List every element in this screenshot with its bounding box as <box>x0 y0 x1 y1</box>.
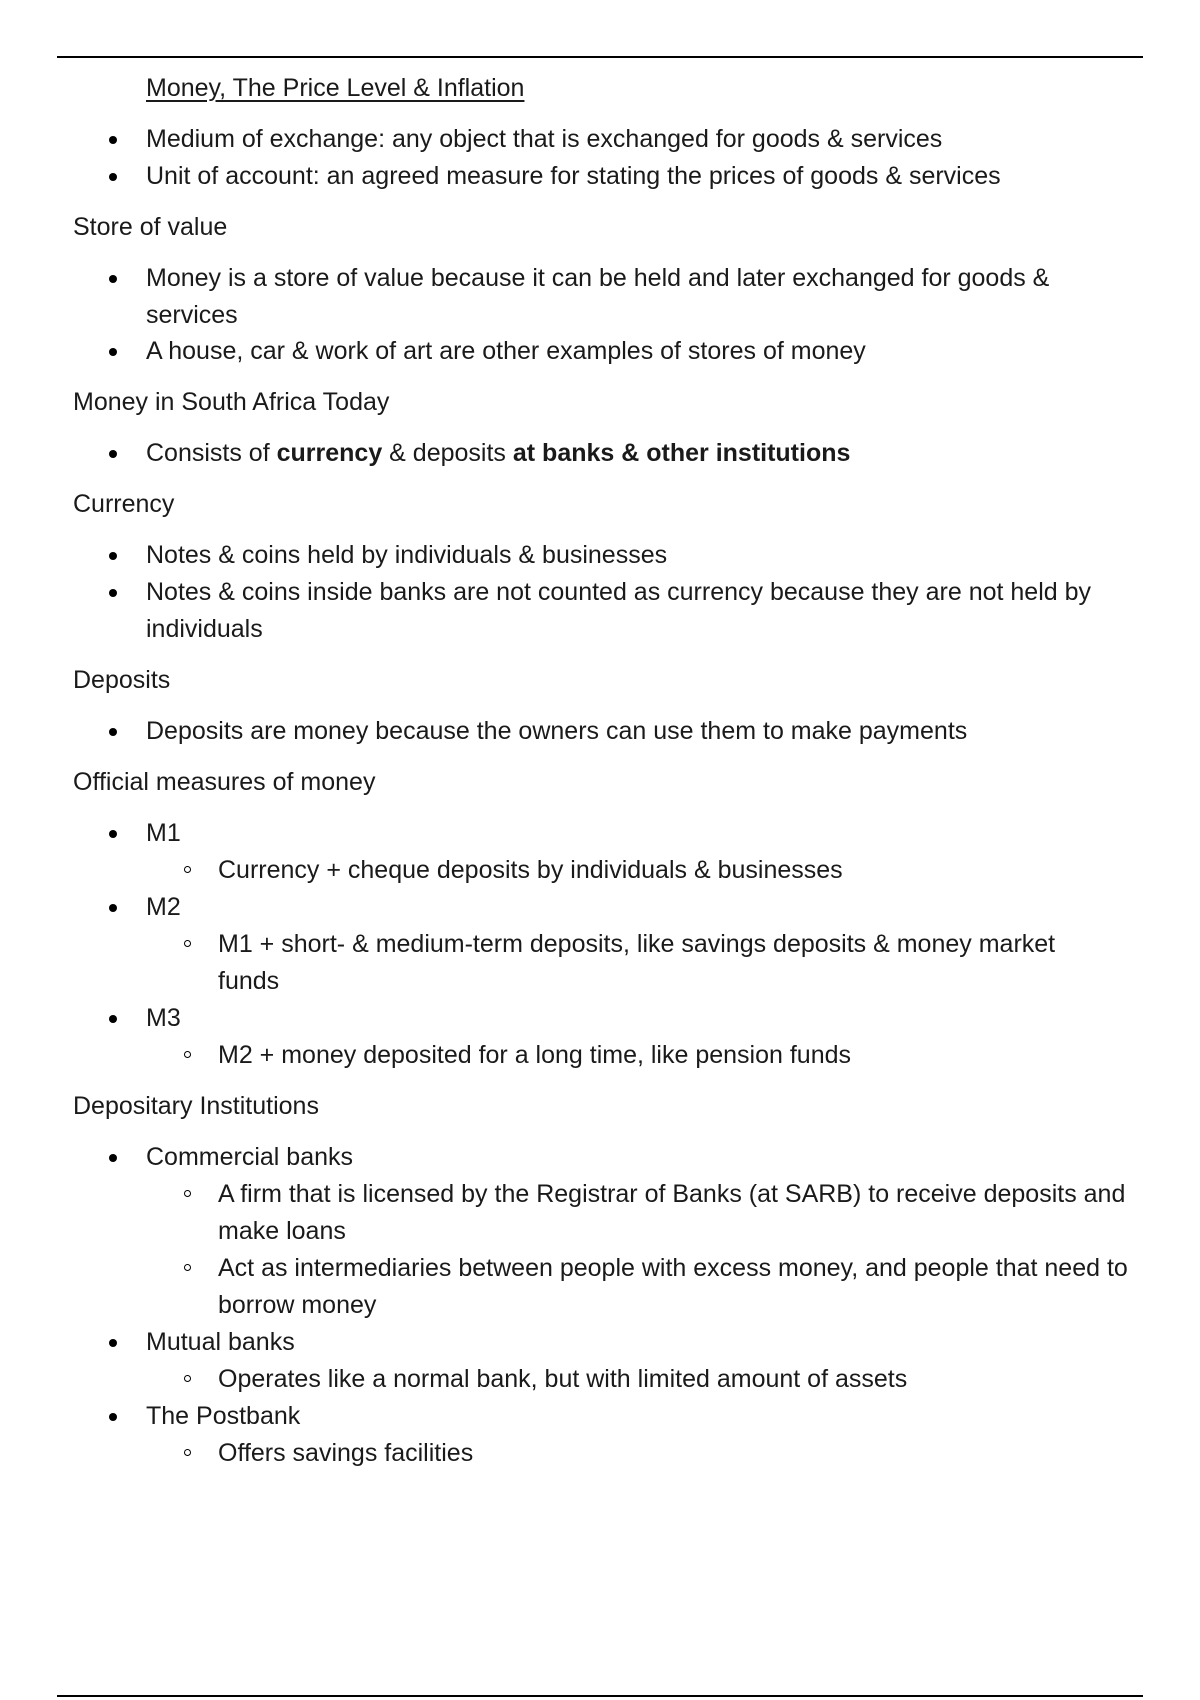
bullet-icon <box>109 728 117 736</box>
currency-list <box>73 537 1153 648</box>
official-measures-list <box>73 815 1153 1074</box>
depositary-list <box>73 1139 1153 1472</box>
bullet-icon <box>109 1015 117 1023</box>
sub-list <box>146 926 1153 1000</box>
list-item: M2 M1 + short- & medium-term deposits, like savings deposits & money market funds <box>73 889 1153 1000</box>
list-item: Deposits are money because the owners can use them to make payments <box>73 713 1153 750</box>
list-item: Consists of currency & deposits at banks & other institutions <box>73 435 1153 472</box>
deposits-list <box>73 713 1153 750</box>
top-border-line <box>57 56 1143 58</box>
document-body <box>73 70 1153 1472</box>
sub-list-item: Currency + cheque deposits by individuals & businesses <box>146 852 1153 889</box>
sub-list <box>146 1176 1153 1324</box>
section-heading-money-sa: Money in South Africa Today <box>73 388 390 416</box>
bullet-icon <box>109 173 117 181</box>
list-item: A house, car & work of art are other examples of stores of money <box>73 333 1153 370</box>
circle-bullet-icon <box>184 940 191 947</box>
list-item: Notes & coins held by individuals & businesses <box>73 537 1153 574</box>
list-item: The Postbank Offers savings facilities <box>73 1398 1153 1472</box>
bullet-icon <box>109 552 117 560</box>
bullet-icon <box>109 589 117 597</box>
sub-list-item: M2 + money deposited for a long time, like pension funds <box>146 1037 1153 1074</box>
sub-list <box>146 1435 1153 1472</box>
sub-list-item: Offers savings facilities <box>146 1435 1153 1472</box>
document-title: Money, The Price Level & Inflation <box>146 74 525 102</box>
section-heading-currency: Currency <box>73 490 175 518</box>
store-of-value-list <box>73 260 1153 370</box>
list-item: Commercial banks A firm that is licensed by the Registrar of Banks (at SARB) to receive deposits and make loans Act as intermediaries between people with excess money, and people that need to borrow money <box>73 1139 1153 1324</box>
bullet-icon <box>109 904 117 912</box>
circle-bullet-icon <box>184 1190 191 1197</box>
sub-list <box>146 1037 1153 1074</box>
money-sa-list <box>73 435 1153 472</box>
sub-list-item: Act as intermediaries between people with excess money, and people that need to borrow money <box>146 1250 1148 1324</box>
list-item: Medium of exchange: any object that is exchanged for goods & services <box>73 121 1153 158</box>
list-item: Unit of account: an agreed measure for stating the prices of goods & services <box>73 158 1153 195</box>
bullet-icon <box>109 275 117 283</box>
bottom-border-line <box>57 1695 1143 1697</box>
bullet-icon <box>109 136 117 144</box>
sub-list-item: M1 + short- & medium-term deposits, like savings deposits & money market funds <box>146 926 1098 1000</box>
circle-bullet-icon <box>184 1375 191 1382</box>
sub-list-item: Operates like a normal bank, but with limited amount of assets <box>146 1361 1153 1398</box>
bullet-icon <box>109 1339 117 1347</box>
bullet-icon <box>109 450 117 458</box>
sub-list <box>146 1361 1153 1398</box>
bullet-icon <box>109 348 117 356</box>
circle-bullet-icon <box>184 1449 191 1456</box>
list-item: Money is a store of value because it can be held and later exchanged for goods & services <box>73 260 1076 334</box>
section-heading-official-measures: Official measures of money <box>73 768 376 796</box>
bullet-icon <box>109 1413 117 1421</box>
intro-list <box>73 121 1153 195</box>
section-heading-depositary: Depositary Institutions <box>73 1092 319 1120</box>
list-item: M3 M2 + money deposited for a long time, like pension funds <box>73 1000 1153 1074</box>
list-item: M1 Currency + cheque deposits by individuals & businesses <box>73 815 1153 889</box>
bullet-icon <box>109 1154 117 1162</box>
sub-list-item: A firm that is licensed by the Registrar of Banks (at SARB) to receive deposits and make loans <box>146 1176 1148 1250</box>
bullet-icon <box>109 830 117 838</box>
circle-bullet-icon <box>184 866 191 873</box>
list-item: Notes & coins inside banks are not counted as currency because they are not held by individuals <box>73 574 1146 648</box>
section-heading-store-of-value: Store of value <box>73 213 228 241</box>
circle-bullet-icon <box>184 1264 191 1271</box>
circle-bullet-icon <box>184 1051 191 1058</box>
section-heading-deposits: Deposits <box>73 666 171 694</box>
sub-list <box>146 852 1153 889</box>
list-item: Mutual banks Operates like a normal bank, but with limited amount of assets <box>73 1324 1153 1398</box>
